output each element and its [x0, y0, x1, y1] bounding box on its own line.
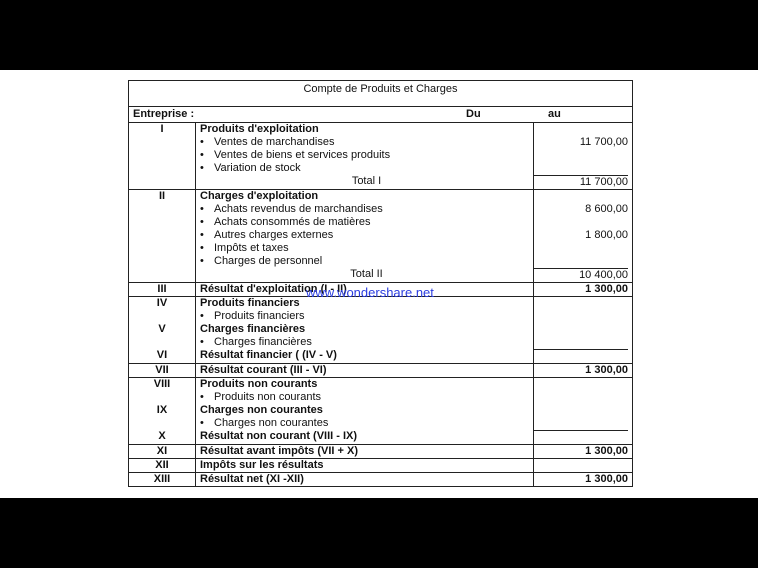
result-label: Résultat d'exploitation (I - II) — [200, 283, 347, 295]
list-item: • Variation de stock — [200, 162, 533, 175]
amount — [534, 216, 628, 229]
section-financier — [129, 297, 632, 364]
page-area — [0, 70, 758, 498]
amount — [534, 149, 628, 162]
section-heading: Produits financiers — [200, 297, 300, 309]
section-number: I — [160, 123, 164, 135]
amount: 8 600,00 — [585, 203, 628, 215]
result-amount: 1 300,00 — [585, 364, 628, 376]
result-amount: 1 300,00 — [585, 445, 628, 457]
section-resultat-courant — [129, 364, 632, 378]
total-label: Total I — [351, 175, 382, 187]
section-number: XI — [156, 445, 168, 457]
section-impots — [129, 459, 632, 473]
total-label: Total II — [350, 268, 383, 280]
section-number: V — [158, 323, 166, 335]
amount — [534, 162, 628, 175]
result-amount — [534, 459, 628, 472]
section-produits-exploitation — [129, 123, 632, 190]
section-heading: Charges non courantes — [200, 404, 323, 416]
total-amount: 11 700,00 — [534, 175, 628, 189]
entreprise-label: Entreprise : — [133, 108, 195, 120]
section-number: VI — [156, 349, 168, 361]
section-resultat-avant-impots — [129, 445, 632, 459]
income-statement-table — [128, 80, 633, 487]
list-item: • Charges financières — [200, 336, 533, 349]
list-item: • Produits non courants — [200, 391, 533, 404]
amount — [534, 242, 628, 255]
list-item: • Autres charges externes — [200, 229, 533, 242]
list-item: • Ventes de marchandises — [200, 136, 533, 149]
section-heading: Produits d'exploitation — [200, 123, 319, 135]
section-non-courant — [129, 378, 632, 445]
result-label: Impôts sur les résultats — [200, 459, 324, 471]
section-heading: Produits non courants — [200, 378, 318, 390]
list-item: • Achats revendus de marchandises — [200, 203, 533, 216]
header-row — [129, 107, 632, 123]
section-number: VIII — [153, 378, 171, 390]
section-number: XII — [155, 459, 169, 471]
list-item: • Charges non courantes — [200, 417, 533, 430]
list-item: • Achats consommés de matières — [200, 216, 533, 229]
result-amount: 1 300,00 — [585, 473, 628, 485]
section-number: II — [158, 190, 166, 202]
section-number: VII — [155, 364, 169, 376]
amount — [534, 255, 628, 268]
result-label: Résultat courant (III - VI) — [200, 364, 327, 376]
result-label: Résultat financier ( (IV - V) — [200, 349, 337, 361]
section-charges-exploitation — [129, 190, 632, 283]
watermark-text: www.wondershare.net — [306, 285, 434, 300]
amount: 1 800,00 — [585, 229, 628, 241]
list-item: • Produits financiers — [200, 310, 533, 323]
result-label: Résultat non courant (VIII - IX) — [200, 430, 358, 442]
section-number: IV — [156, 297, 168, 309]
section-resultat-net — [129, 473, 632, 486]
result-label: Résultat net (XI -XII) — [200, 473, 304, 485]
amount: 11 700,00 — [579, 136, 628, 148]
section-number: XIII — [153, 473, 171, 485]
au-label: au — [548, 108, 561, 120]
section-heading: Charges d'exploitation — [200, 190, 319, 202]
list-item: • Impôts et taxes — [200, 242, 533, 255]
total-amount: 10 400,00 — [534, 268, 628, 282]
result-label: Résultat avant impôts (VII + X) — [200, 445, 359, 457]
du-label: Du — [466, 108, 481, 120]
section-heading: Charges financières — [200, 323, 306, 335]
table-title: Compte de Produits et Charges — [129, 81, 632, 107]
list-item: • Charges de personnel — [200, 255, 533, 268]
section-number: X — [158, 430, 166, 442]
result-amount: 1 300,00 — [585, 283, 628, 295]
list-item: • Ventes de biens et services produits — [200, 149, 533, 162]
section-number: III — [157, 283, 167, 295]
section-number: IX — [156, 404, 168, 416]
